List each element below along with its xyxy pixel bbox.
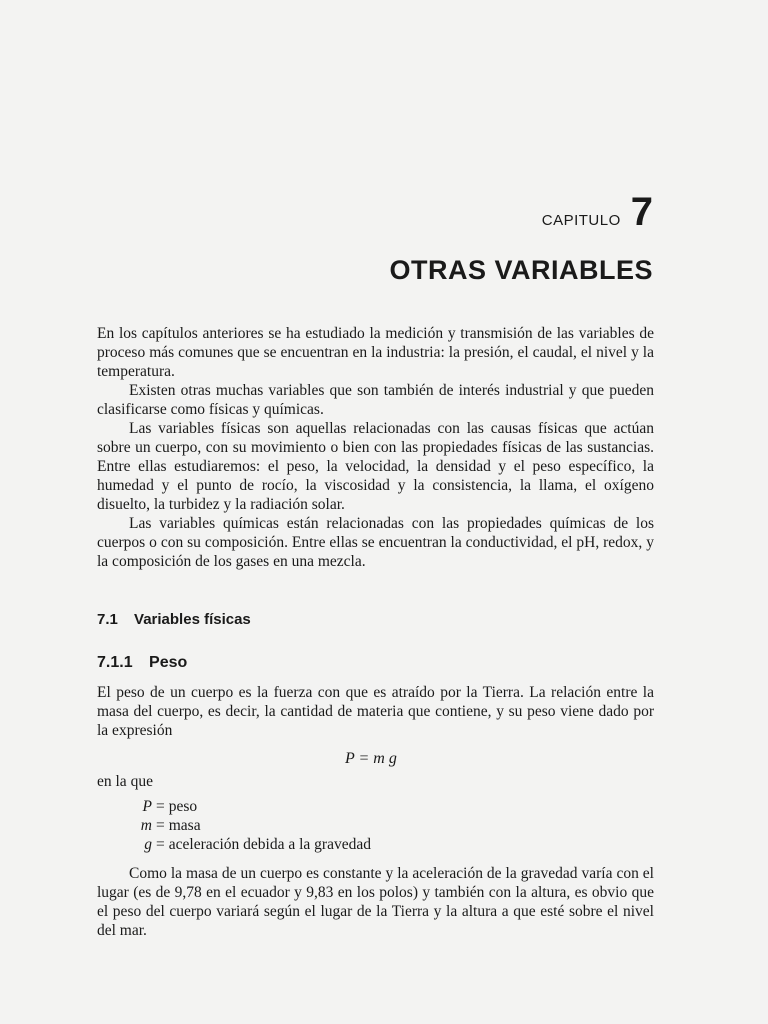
equals-sign: = (156, 798, 165, 815)
section-number: 7.1 (97, 611, 118, 628)
gravity-paragraph: Como la masa de un cuerpo es constante y la aceleración de la gravedad varía con el lugar (es de 9,78 en el ecuador y 9,83 en los polos) y también con la altura, es obvio que el peso del cuerpo variará según el lugar de la Tierra y la altura a que esté sobre el nivel del mar. (97, 865, 654, 939)
definition-row (138, 835, 371, 854)
chapter-label: CAPITULO (541, 212, 621, 229)
section-title: Variables físicas (134, 611, 251, 628)
definition-meaning: aceleración debida a la gravedad (168, 836, 371, 853)
weight-formula: P = m g (345, 750, 397, 767)
intro-paragraph: Existen otras muchas variables que son también de interés industrial y que pueden clasificarse como físicas y químicas. (97, 382, 654, 418)
definition-meaning: peso (168, 798, 198, 815)
definition-symbol: g (144, 836, 152, 853)
chapter-heading (542, 192, 653, 232)
peso-text (97, 683, 654, 740)
section-heading-7-1-1 (97, 654, 187, 672)
section-heading-7-1 (97, 611, 251, 628)
en-la-que-label: en la que (97, 773, 153, 790)
definition-symbol: m (140, 817, 152, 834)
equals-sign: = (156, 836, 165, 853)
intro-text (97, 324, 654, 571)
definition-row (138, 816, 371, 835)
chapter-number: 7 (630, 190, 653, 234)
intro-paragraph: Las variables químicas están relacionadas con las propiedades químicas de los cuerpos o con su composición. Entre ellas se encuentran la conductividad, el pH, redox, y la composición de los gases en una mezcla. (97, 515, 654, 570)
equals-sign: = (156, 817, 165, 834)
subsection-title: Peso (149, 654, 188, 671)
symbol-definitions (138, 797, 371, 854)
gravity-text (97, 864, 654, 940)
intro-paragraph: Las variables físicas son aquellas relacionadas con las causas físicas que actúan sobre un cuerpo, con su movimiento o bien con las propiedades físicas de las sustancias. Entre ellas estudiaremos: el peso, la velocidad, la densidad y el peso específico, la humedad y el punto de rocío, la viscosidad y la consistencia, la llama, el oxígeno disuelto, la turbidez y la radiación solar. (97, 420, 654, 513)
definition-symbol: P (142, 798, 152, 815)
peso-paragraph: El peso de un cuerpo es la fuerza con que es atraído por la Tierra. La relación entre la masa del cuerpo, es decir, la cantidad de materia que contiene, y su peso viene dado por la expresión (97, 684, 654, 739)
subsection-number: 7.1.1 (97, 654, 133, 671)
chapter-title: OTRAS VARIABLES (389, 255, 653, 285)
definition-row (138, 797, 371, 816)
intro-paragraph: En los capítulos anteriores se ha estudiado la medición y transmisión de las variables de proceso más comunes que se encuentran en la industria: la presión, el caudal, el nivel y la temperatura. (97, 325, 654, 380)
definition-meaning: masa (168, 817, 201, 834)
